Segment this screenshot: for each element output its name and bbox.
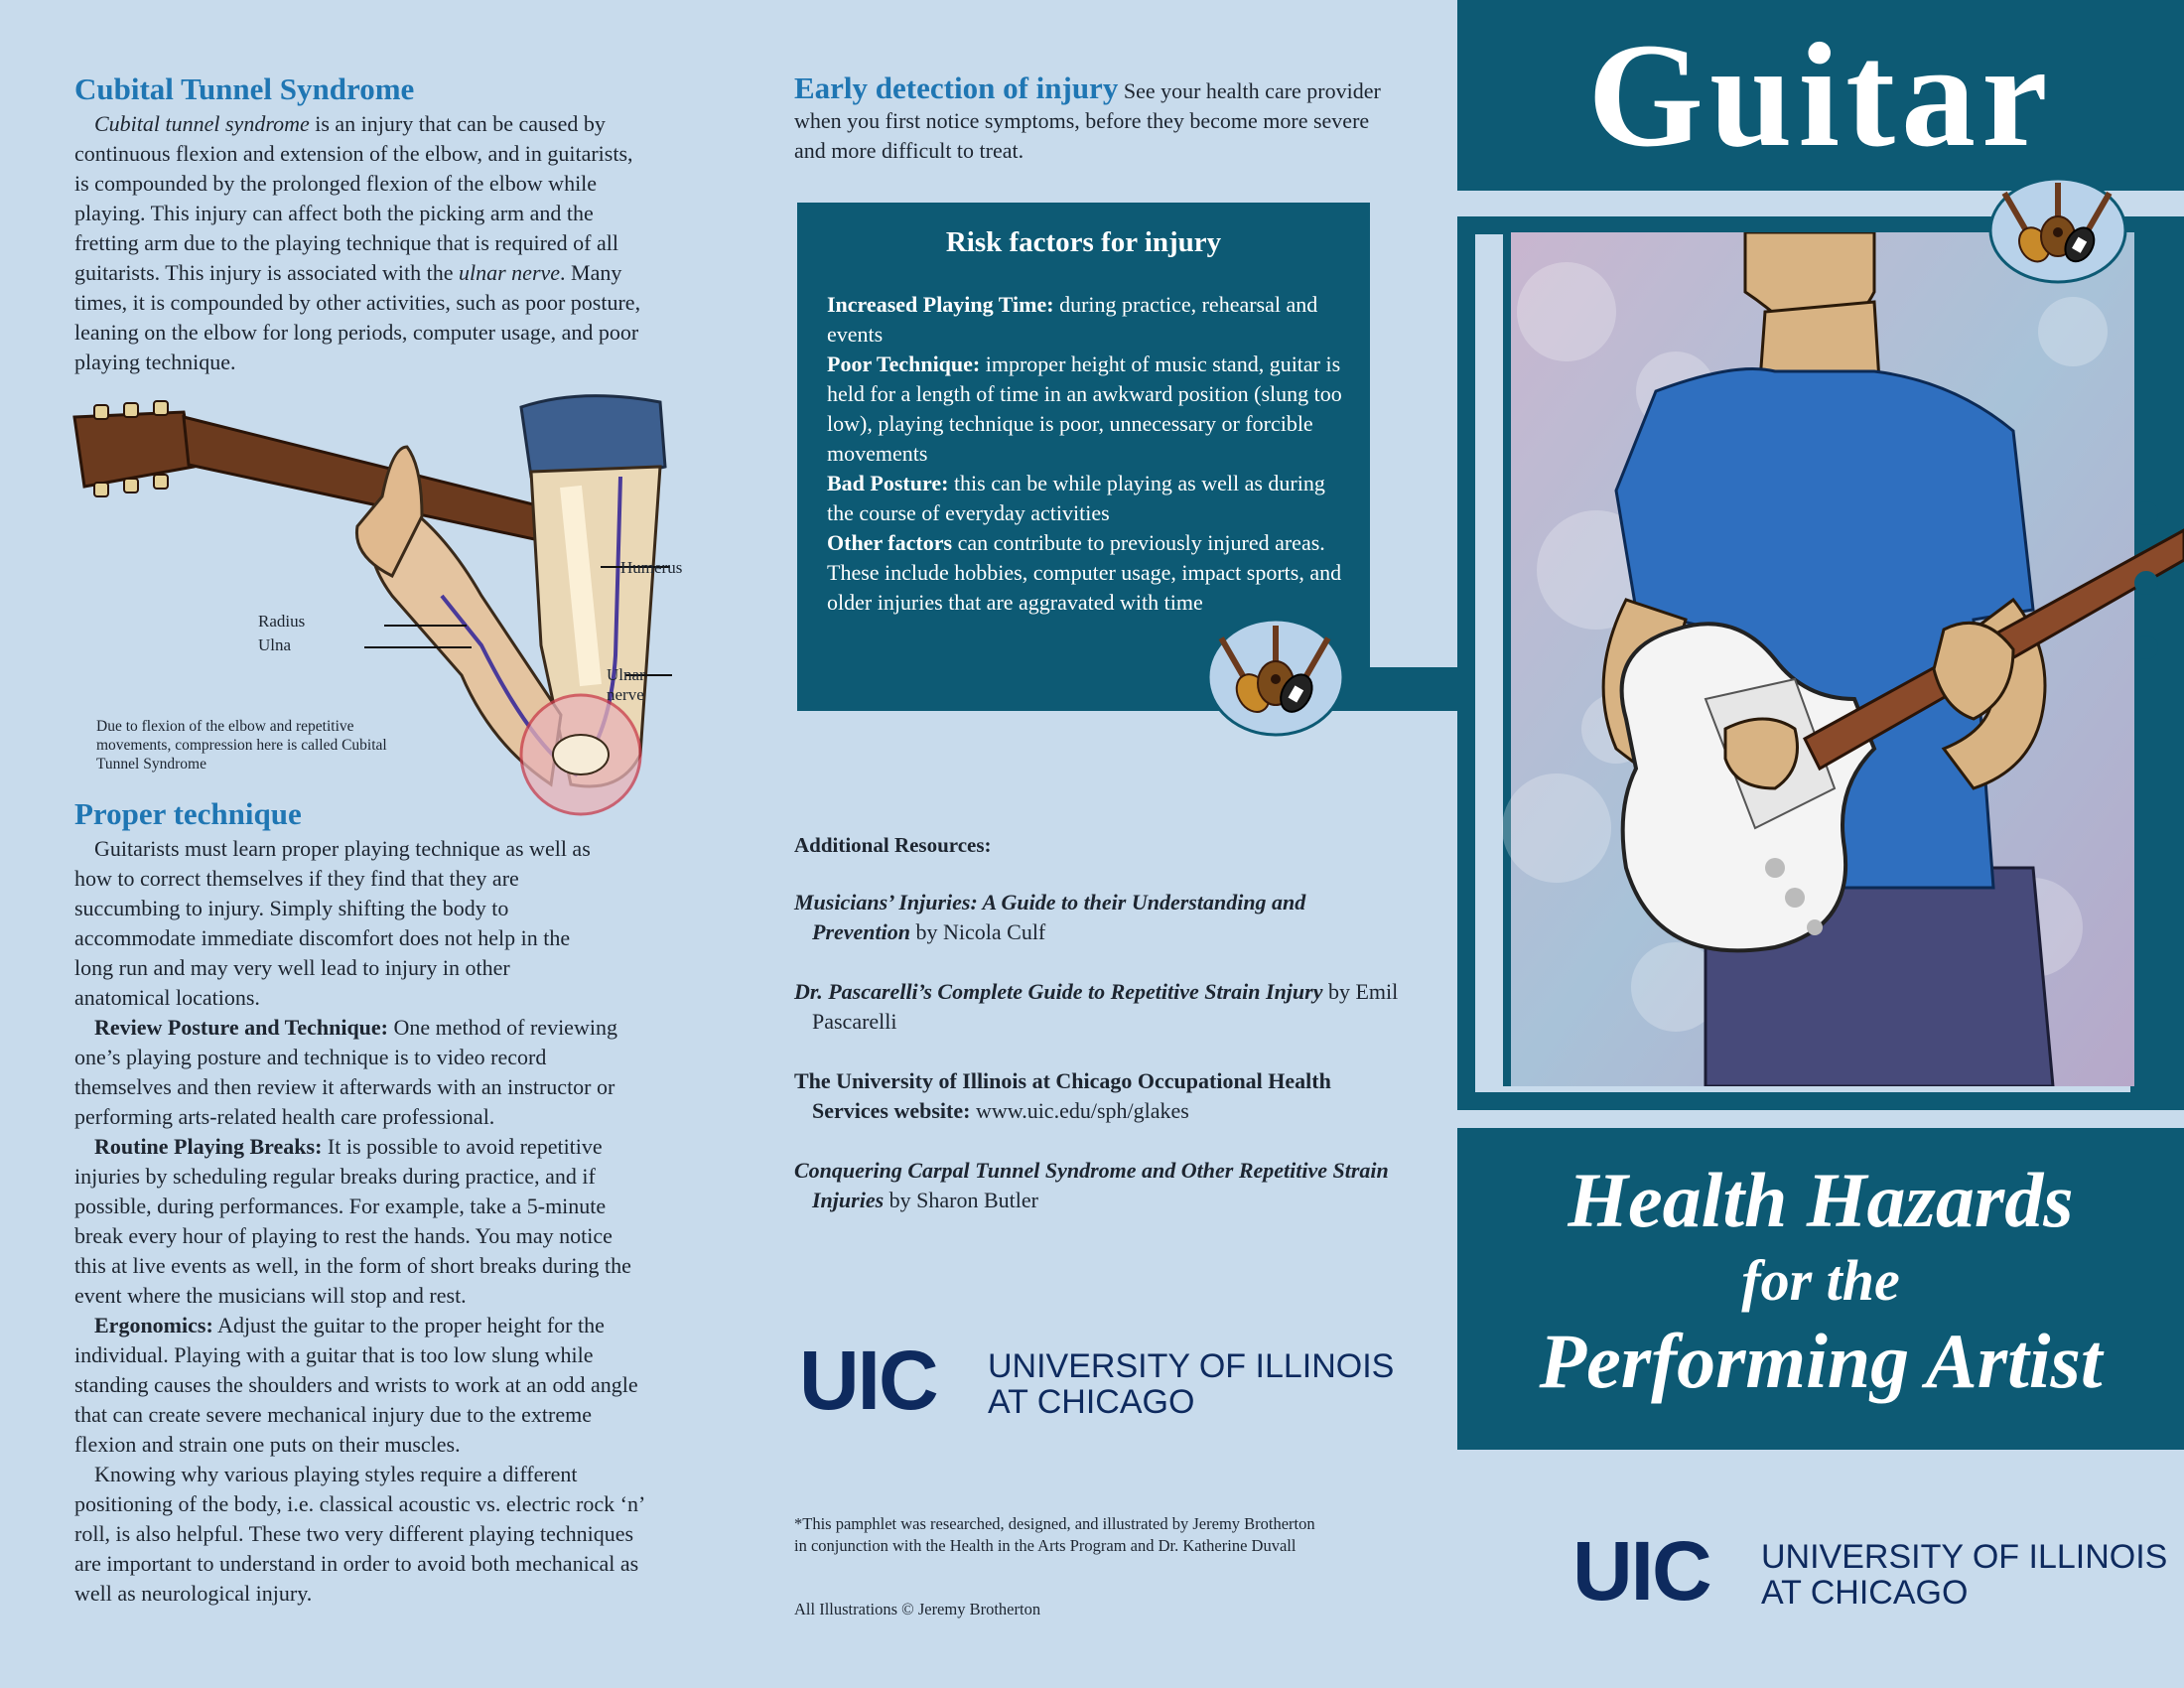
cover-title-box	[1457, 0, 2184, 191]
guitarist-illustration	[1477, 232, 2184, 1086]
risk-item: Bad Posture: this can be while playing as well as during the course of everyday activities	[827, 471, 1325, 525]
label-radius: Radius	[258, 612, 306, 631]
label-ulna: Ulna	[258, 635, 292, 654]
cubital-heading: Cubital Tunnel Syndrome	[74, 71, 415, 106]
cover-subtitle-line: Health Hazards	[1568, 1157, 2074, 1243]
label-humerus: Humerus	[620, 558, 683, 577]
breaks-paragraph: Routine Playing Breaks: It is possible to avoid repetitive injuries by scheduling regular breaks during practice, and if possible, during performances. For example, take a 5-minute break every hour of playing to rest the hands. You may notice this at live events as well, in the form of short breaks during the event where the musicians will stop and rest.	[74, 1134, 631, 1308]
label-ulnar-nerve: Ulnar nerve	[607, 665, 645, 704]
uic-logo-wordmark: UNIVERSITY OF ILLINOIS AT CHICAGO	[988, 1347, 1395, 1421]
cubital-paragraph: Cubital tunnel syndrome is an injury that can be caused by continuous flexion and extension of the elbow, and in guitarists, is compounded by the prolonged flexion of the elbow while playing. This injury can affect both the picking arm and the fretting arm due to the playing technique that is required of all guitarists. This injury is associated with the ulnar nerve. Many times, it is compounded by other activities, such as poor posture, leaning on the elbow for long periods, computer usage, and poor playing technique.	[74, 111, 641, 374]
uic-logo-wordmark: UNIVERSITY OF ILLINOIS AT CHICAGO	[1761, 1538, 2168, 1612]
proper-intro: Guitarists must learn proper playing technique as well as how to correct themselves if they find that they are succumbing to injury. Simply shifting the body to accommodate immediate discomfort does not help in the long run and may very well lead to injury in other anatomical locations.	[74, 836, 591, 1010]
review-paragraph: Review Posture and Technique: One method of reviewing one’s playing posture and technique is to video record themselves and then review it afterwards with an instructor or performing arts-related health care professional.	[74, 1015, 617, 1129]
early-detection-paragraph: Early detection of injury See your health care provider when you first notice symptoms, before they become more severe and more difficult to treat.	[794, 70, 1381, 163]
resources-heading: Additional Resources:	[794, 833, 992, 857]
cover-subtitle-box	[1457, 1128, 2184, 1450]
resource-item: Dr. Pascarelli’s Complete Guide to Repetitive Strain Injury by Emil Pascarelli	[794, 979, 1399, 1034]
uic-logo-mark: UIC	[799, 1334, 937, 1427]
resource-link[interactable]: www.uic.edu/sph/glakes	[970, 1098, 1189, 1123]
resource-item: Musicians’ Injuries: A Guide to their Understanding and Prevention by Nicola Culf	[794, 890, 1306, 944]
resource-item: Conquering Carpal Tunnel Syndrome and Other Repetitive Strain Injuries by Sharon Butler	[794, 1158, 1389, 1212]
cover-panel	[1457, 0, 2184, 1688]
cover-title: Guitar	[1587, 13, 2054, 178]
risk-factors-title: Risk factors for injury	[945, 226, 1222, 258]
credits: *This pamphlet was researched, designed, and illustrated by Jeremy Brotherton in conjunction with the Health in the Arts Program and Dr. Katherine Duvall	[794, 1514, 1315, 1555]
risk-box-connector	[1370, 667, 1457, 711]
guitars-badge-icon	[1987, 177, 2128, 284]
frame-dot	[2134, 501, 2158, 525]
resource-item: The University of Illinois at Chicago Occupational Health Services website: www.uic.edu/sph/glakes	[794, 1068, 1331, 1123]
risk-item: Poor Technique: improper height of music stand, guitar is held for a length of time in an awkward position (slung too low), playing technique is poor, unnecessary or forcible movements	[827, 352, 1342, 466]
risk-item: Other factors can contribute to previously injured areas. These include hobbies, computer usage, impact sports, and older injuries that are aggravated with time	[827, 530, 1342, 615]
cover-subtitle	[1457, 1158, 2184, 1404]
uic-logo-mark: UIC	[1572, 1524, 1710, 1618]
frame-dot	[2134, 635, 2158, 659]
ulnar-nerve-term: ulnar nerve	[459, 260, 561, 285]
ergonomics-paragraph: Ergonomics: Adjust the guitar to the proper height for the individual. Playing with a guitar that is too low slung while standing causes the shoulders and wrists to work at an odd angle that can create severe mechanical injury due to the extreme flexion and strain one puts on their muscles.	[74, 1313, 638, 1457]
cubital-italic: Cubital tunnel syndrome	[94, 111, 310, 136]
illustration-caption: Due to flexion of the elbow and repetitive movements, compression here is called Cubital Tunnel Syndrome	[96, 718, 387, 773]
proper-technique-heading: Proper technique	[74, 796, 302, 831]
frame-dot	[2134, 571, 2158, 595]
styles-paragraph: Knowing why various playing styles require a different positioning of the body, i.e. classical acoustic vs. electric rock ‘n’ roll, is also helpful. These two very different playing techniques are important to understand in order to avoid both mechanical as well as neurological injury.	[74, 1462, 644, 1606]
risk-item: Increased Playing Time: during practice, rehearsal and events	[827, 292, 1318, 347]
copyright: All Illustrations © Jeremy Brotherton	[794, 1600, 1041, 1618]
risk-factors-list	[827, 290, 1343, 618]
early-detection-heading: Early detection of injury	[794, 70, 1119, 105]
cover-subtitle-line: for the	[1741, 1248, 1900, 1313]
cover-subtitle-line: Performing Artist	[1539, 1318, 2103, 1404]
guitars-badge-icon	[1205, 618, 1346, 737]
